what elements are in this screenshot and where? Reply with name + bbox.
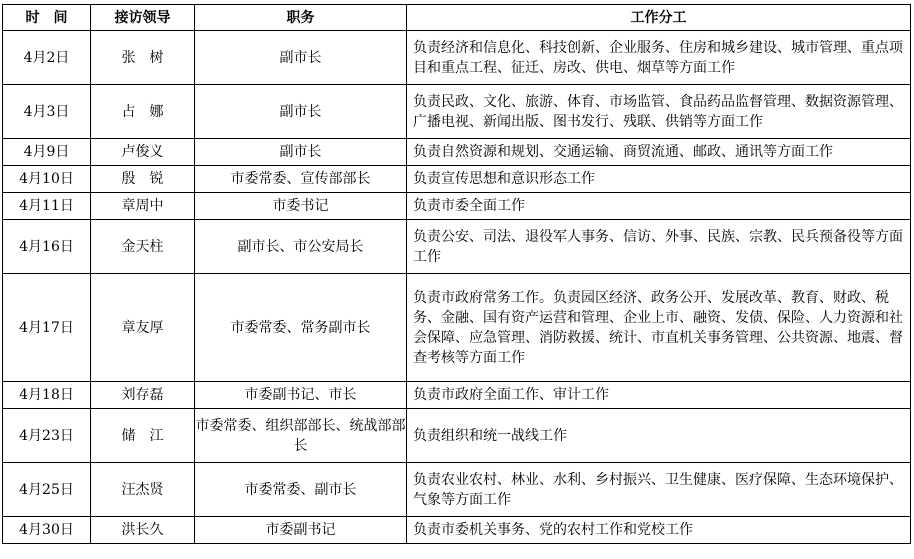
table-row — [3, 139, 911, 166]
date-cell: 4月16日 — [3, 220, 91, 274]
table-row — [3, 166, 911, 193]
header-leader: 接访领导 — [91, 5, 195, 31]
table-row — [3, 85, 911, 139]
duty-cell: 负责市委全面工作 — [407, 193, 911, 220]
header-duty: 工作分工 — [407, 5, 911, 31]
duty-cell: 负责市政府全面工作、审计工作 — [407, 382, 911, 409]
table-row — [3, 409, 911, 463]
date-cell: 4月10日 — [3, 166, 91, 193]
position-cell: 市委副书记、市长 — [195, 382, 407, 409]
leader-cell: 章友厚 — [91, 274, 195, 382]
duty-cell: 负责宣传思想和意识形态工作 — [407, 166, 911, 193]
date-cell: 4月2日 — [3, 31, 91, 85]
position-cell: 副市长 — [195, 85, 407, 139]
date-cell: 4月25日 — [3, 463, 91, 517]
position-cell: 副市长、市公安局长 — [195, 220, 407, 274]
position-cell: 市委常委、宣传部部长 — [195, 166, 407, 193]
leader-cell: 章周中 — [91, 193, 195, 220]
header-position: 职务 — [195, 5, 407, 31]
duty-cell: 负责公安、司法、退役军人事务、信访、外事、民族、宗教、民兵预备役等方面工作 — [407, 220, 911, 274]
duty-cell: 负责市政府常务工作。负责园区经济、政务公开、发展改革、教育、财政、税务、金融、国有资产运营和管理、企业上市、融资、发债、保险、人力资源和社会保障、应急管理、消防救援、统计、市直机关事务管理、公共资源、地震、督查考核等方面工作 — [407, 274, 911, 382]
date-cell: 4月9日 — [3, 139, 91, 166]
position-cell: 副市长 — [195, 139, 407, 166]
position-cell: 市委副书记 — [195, 517, 407, 544]
date-cell: 4月18日 — [3, 382, 91, 409]
duty-cell: 负责农业农村、林业、水利、乡村振兴、卫生健康、医疗保障、生态环境保护、气象等方面工作 — [407, 463, 911, 517]
date-cell: 4月30日 — [3, 517, 91, 544]
position-cell: 市委书记 — [195, 193, 407, 220]
duty-cell: 负责自然资源和规划、交通运输、商贸流通、邮政、通讯等方面工作 — [407, 139, 911, 166]
leader-cell: 洪长久 — [91, 517, 195, 544]
duty-cell: 负责经济和信息化、科技创新、企业服务、住房和城乡建设、城市管理、重点项目和重点工程、征迁、房改、供电、烟草等方面工作 — [407, 31, 911, 85]
leader-cell: 金天柱 — [91, 220, 195, 274]
leader-cell: 刘存磊 — [91, 382, 195, 409]
table-row — [3, 382, 911, 409]
table-row — [3, 517, 911, 544]
position-cell: 市委常委、组织部部长、统战部部长 — [195, 409, 407, 463]
reception-schedule-table — [2, 4, 911, 544]
header-row — [3, 5, 911, 31]
position-cell: 市委常委、副市长 — [195, 463, 407, 517]
header-date: 时 间 — [3, 5, 91, 31]
table-row — [3, 193, 911, 220]
leader-cell: 张 树 — [91, 31, 195, 85]
date-cell: 4月23日 — [3, 409, 91, 463]
date-cell: 4月3日 — [3, 85, 91, 139]
leader-cell: 卢俊义 — [91, 139, 195, 166]
duty-cell: 负责民政、文化、旅游、体育、市场监管、食品药品监督管理、数据资源管理、广播电视、新闻出版、图书发行、残联、供销等方面工作 — [407, 85, 911, 139]
leader-cell: 占 娜 — [91, 85, 195, 139]
duty-cell: 负责市委机关事务、党的农村工作和党校工作 — [407, 517, 911, 544]
table-row — [3, 463, 911, 517]
date-cell: 4月11日 — [3, 193, 91, 220]
table-row — [3, 274, 911, 382]
duty-cell: 负责组织和统一战线工作 — [407, 409, 911, 463]
position-cell: 市委常委、常务副市长 — [195, 274, 407, 382]
leader-cell: 储 江 — [91, 409, 195, 463]
leader-cell: 殷 锐 — [91, 166, 195, 193]
leader-cell: 汪杰贤 — [91, 463, 195, 517]
position-cell: 副市长 — [195, 31, 407, 85]
table-row — [3, 31, 911, 85]
date-cell: 4月17日 — [3, 274, 91, 382]
table-row — [3, 220, 911, 274]
